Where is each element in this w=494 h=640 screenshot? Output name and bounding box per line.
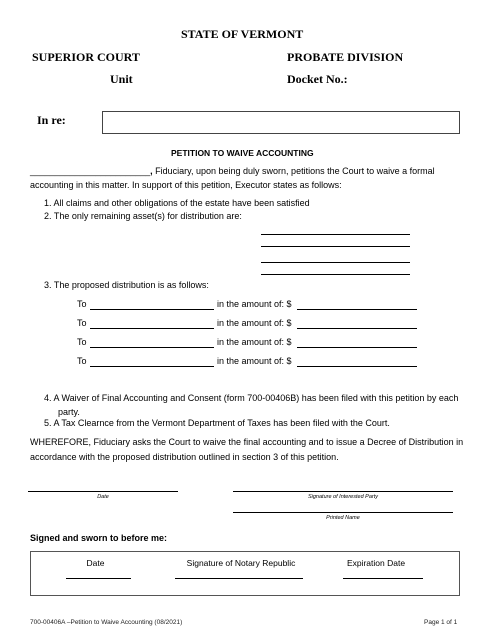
asset-line-4[interactable] xyxy=(261,274,410,275)
distribution-amount-label: in the amount of: $ xyxy=(217,299,292,309)
intro-comma: , xyxy=(150,166,153,176)
item-5: 5. A Tax Clearnce from the Vermont Department of Taxes has been filed with the Court. xyxy=(44,418,390,428)
item-3: 3. The proposed distribution is as follows: xyxy=(44,280,209,290)
state-title: STATE OF VERMONT xyxy=(181,27,304,41)
fiduciary-name-blank[interactable]: ________________________ xyxy=(30,166,151,176)
distribution-to-label: To xyxy=(77,318,87,328)
docket-label: Docket No.: xyxy=(287,72,348,86)
notary-signature-line[interactable] xyxy=(175,578,303,579)
asset-line-3[interactable] xyxy=(261,262,410,263)
distribution-recipient-line[interactable] xyxy=(90,328,214,329)
wherefore-line-2: accordance with the proposed distribution outlined in section 3 of this petition. xyxy=(30,452,339,462)
date-label: Date xyxy=(97,494,109,500)
distribution-amount-label: in the amount of: $ xyxy=(217,318,292,328)
distribution-amount-line[interactable] xyxy=(297,309,417,310)
date-signature-line[interactable] xyxy=(28,491,178,492)
wherefore-line-1: WHEREFORE, Fiduciary asks the Court to waive the final accounting and to issue a Decree of Distribution in xyxy=(30,437,464,447)
notary-date-label: Date xyxy=(86,558,105,568)
asset-line-2[interactable] xyxy=(261,246,410,247)
item-2: 2. The only remaining asset(s) for distribution are: xyxy=(44,211,242,221)
expiration-date-line[interactable] xyxy=(343,578,423,579)
expiration-date-label: Expiration Date xyxy=(346,558,406,568)
page-number: Page 1 of 1 xyxy=(424,619,458,626)
item-1: 1. All claims and other obligations of the estate have been satisfied xyxy=(44,198,310,208)
notary-box xyxy=(30,551,460,596)
distribution-recipient-line[interactable] xyxy=(90,309,214,310)
form-id: 700-00406A –Petition to Waive Accounting (08/2021) xyxy=(30,619,183,626)
distribution-amount-label: in the amount of: $ xyxy=(217,337,292,347)
form-title: PETITION TO WAIVE ACCOUNTING xyxy=(171,148,314,158)
in-re-field[interactable] xyxy=(102,111,460,134)
court-name: SUPERIOR COURT xyxy=(32,50,140,64)
printed-name-label: Printed Name xyxy=(326,515,360,521)
signature-label: Signature of Interested Party xyxy=(307,494,378,500)
printed-name-line[interactable] xyxy=(233,512,453,513)
intro-line-1-text: Fiduciary, upon being duly sworn, petitions the Court to waive a formal xyxy=(152,166,435,176)
intro-line-2: accounting in this matter. In support of this petition, Executor states as follows: xyxy=(30,180,342,190)
distribution-amount-line[interactable] xyxy=(297,366,417,367)
distribution-to-label: To xyxy=(77,299,87,309)
distribution-to-label: To xyxy=(77,356,87,366)
interested-party-signature-line[interactable] xyxy=(233,491,453,492)
intro-line-1 xyxy=(30,166,435,176)
distribution-recipient-line[interactable] xyxy=(90,347,214,348)
item-4-line-2: party. xyxy=(58,407,80,417)
notary-signature-label: Signature of Notary Republic xyxy=(186,558,296,568)
division-name: PROBATE DIVISION xyxy=(287,50,404,64)
unit-label: Unit xyxy=(110,72,133,86)
item-4-line-1: 4. A Waiver of Final Accounting and Consent (form 700-00406B) has been filed with this petition by each xyxy=(44,393,459,403)
in-re-label: In re: xyxy=(37,113,66,127)
distribution-amount-line[interactable] xyxy=(297,347,417,348)
asset-line-1[interactable] xyxy=(261,234,410,235)
distribution-amount-label: in the amount of: $ xyxy=(217,356,292,366)
distribution-amount-line[interactable] xyxy=(297,328,417,329)
notary-heading: Signed and sworn to before me: xyxy=(30,533,168,543)
distribution-to-label: To xyxy=(77,337,87,347)
distribution-recipient-line[interactable] xyxy=(90,366,214,367)
notary-date-line[interactable] xyxy=(66,578,131,579)
